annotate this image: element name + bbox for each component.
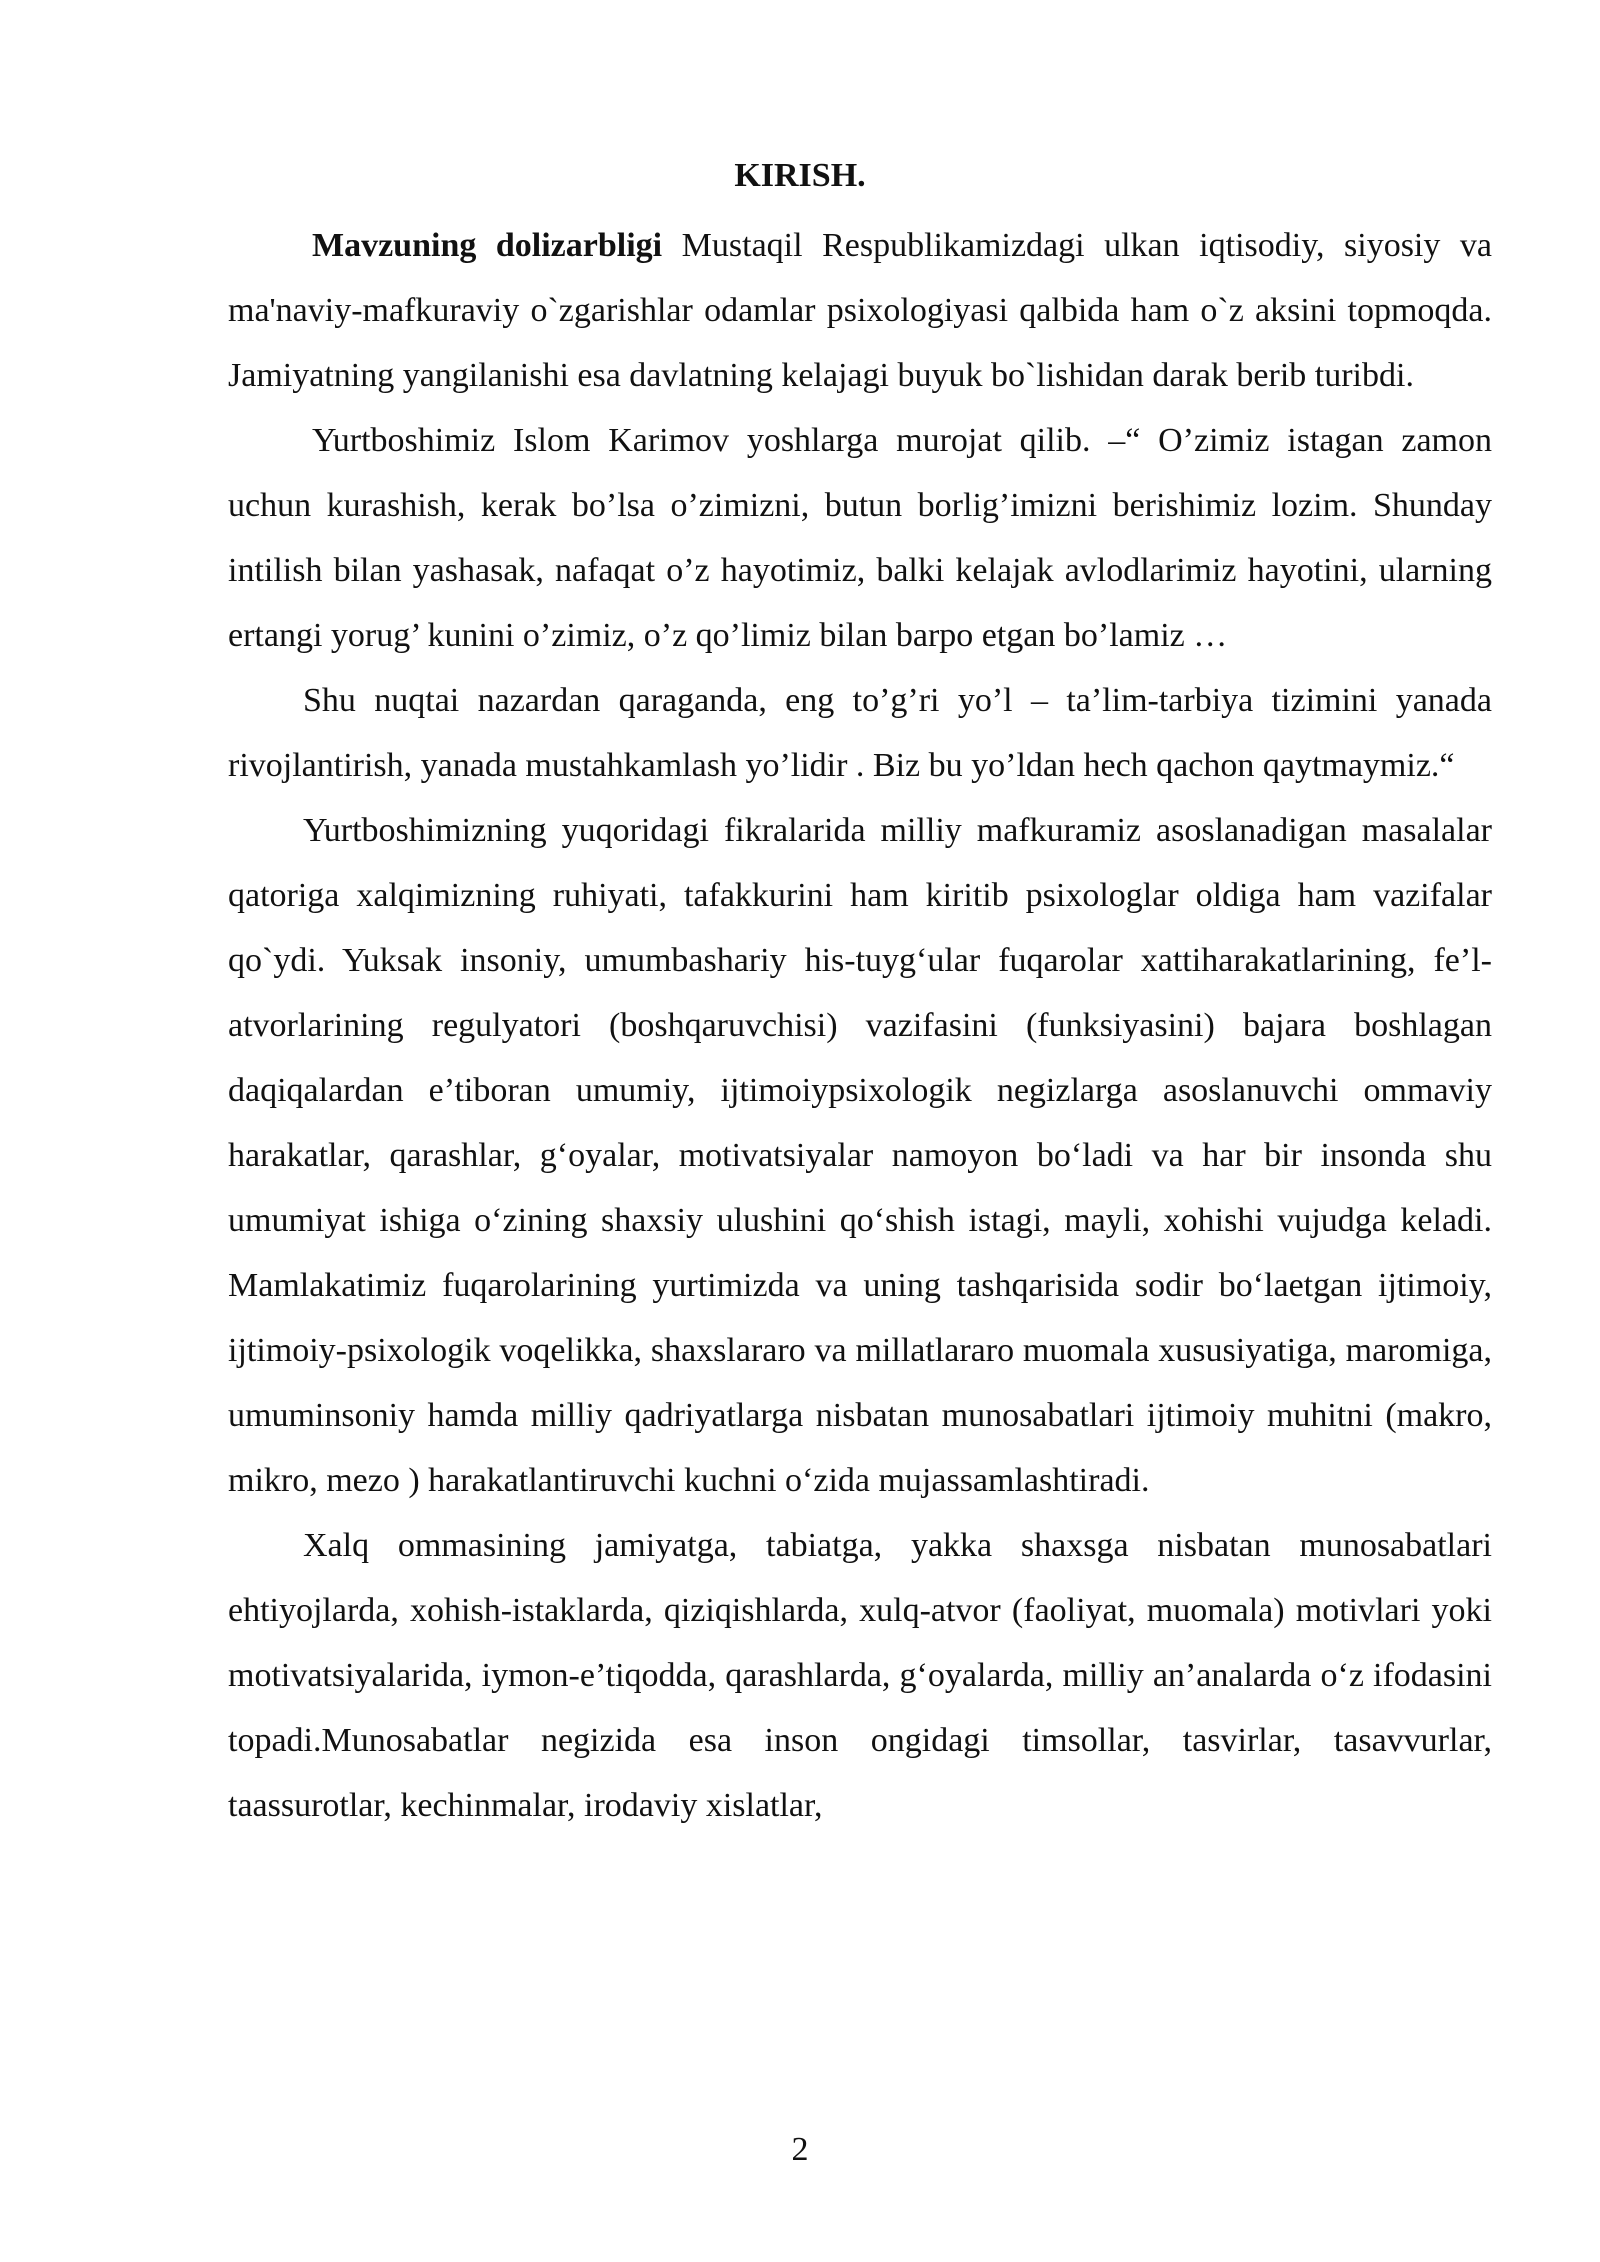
paragraph-text: Yurtboshimiz Islom Karimov yoshlarga murojat qilib. –“ O’zimiz istagan zamon uchun kurashish, kerak bo’lsa o’zimizni, butun borlig’imizni berishimiz lozim. Shunday intilish bilan yashasak, nafaqat o’z hayotimiz, balki kelajak avlodlarimiz hayotini, ularning ertangi yorug’ kunini o’zimiz, o’z qo’limiz bilan barpo etgan bo’lamiz … <box>228 422 1492 654</box>
paragraph-ideas <box>228 798 1492 1513</box>
paragraph-text: Xalq ommasining jamiyatga, tabiatga, yakka shaxsga nisbatan munosabatlari ehtiyojlarda, xohish-istaklarda, qiziqishlarda, xulq-atvor (faoliyat, muomala) motivlari yoki motivatsiyalarida, iymon-e’tiqodda, qarashlarda, g‘oyalarda, milliy an’analarda o‘z ifodasini topadi.Munosabatlar negizida esa inson ongidagi timsollar, tasvirlar, tasavvurlar, taassurotlar, kechinmalar, irodaviy xislatlar, <box>228 1527 1492 1824</box>
paragraph-text: Shu nuqtai nazardan qaraganda, eng to’g’ri yo’l – ta’lim-tarbiya tizimini yanada rivojlantirish, yanada mustahkamlash yo’lidir . Biz bu yo’ldan hech qachon qaytmaymiz.“ <box>228 682 1492 784</box>
paragraph-text: Yurtboshimizning yuqoridagi fikralarida milliy mafkuramiz asoslanadigan masalalar qatoriga xalqimizning ruhiyati, tafakkurini ham kiritib psixologlar oldiga ham vazifalar qo`ydi. Yuksak insoniy, umumbashariy his-tuyg‘ular fuqarolar xattiharakatlarining, fe’l-atvorlarining regulyatori (boshqaruvchisi) vazifasini (funksiyasini) bajara boshlagan daqiqalardan e’tiboran umumiy, ijtimoiypsixologik negizlarga asoslanuvchi ommaviy harakatlar, qarashlar, g‘oyalar, motivatsiyalar namoyon bo‘ladi va har bir insonda shu umumiyat ishiga o‘zining shaxsiy ulushini qo‘shish istagi, mayli, xohishi vujudga keladi. Mamlakatimiz fuqarolarining yurtimizda va uning tashqarisida sodir bo‘laetgan ijtimoiy, ijtimoiy-psixologik voqelikka, shaxslararo va millatlararo muomala xususiyatiga, maromiga, umuminsoniy hamda milliy qadriyatlarga nisbatan munosabatlari ijtimoiy muhitni (makro, mikro, mezo ) harakatlantiruvchi kuchni o‘zida mujassamlashtiradi. <box>228 812 1492 1499</box>
paragraph-relations <box>228 1513 1492 1838</box>
paragraph-text: Mustaqil Respublikamizdagi ulkan iqtisodiy, siyosiy va ma'naviy-mafkuraviy o`zgarishlar odamlar psixologiyasi qalbida ham o`z aksini topmoqda. Jamiyatning yangilanishi esa davlatning kelajagi buyuk bo`lishidan darak berib turibdi. <box>228 227 1492 394</box>
paragraph-bold-lead: Mavzuning dolizarbligi <box>312 227 663 264</box>
paragraph-quote-continued <box>228 668 1492 798</box>
page-number: 2 <box>791 2131 809 2168</box>
paragraph-relevance <box>228 213 1492 408</box>
paragraph-quote-intro <box>228 408 1492 668</box>
body-text <box>228 213 1492 1838</box>
section-title: KIRISH. <box>734 157 866 194</box>
